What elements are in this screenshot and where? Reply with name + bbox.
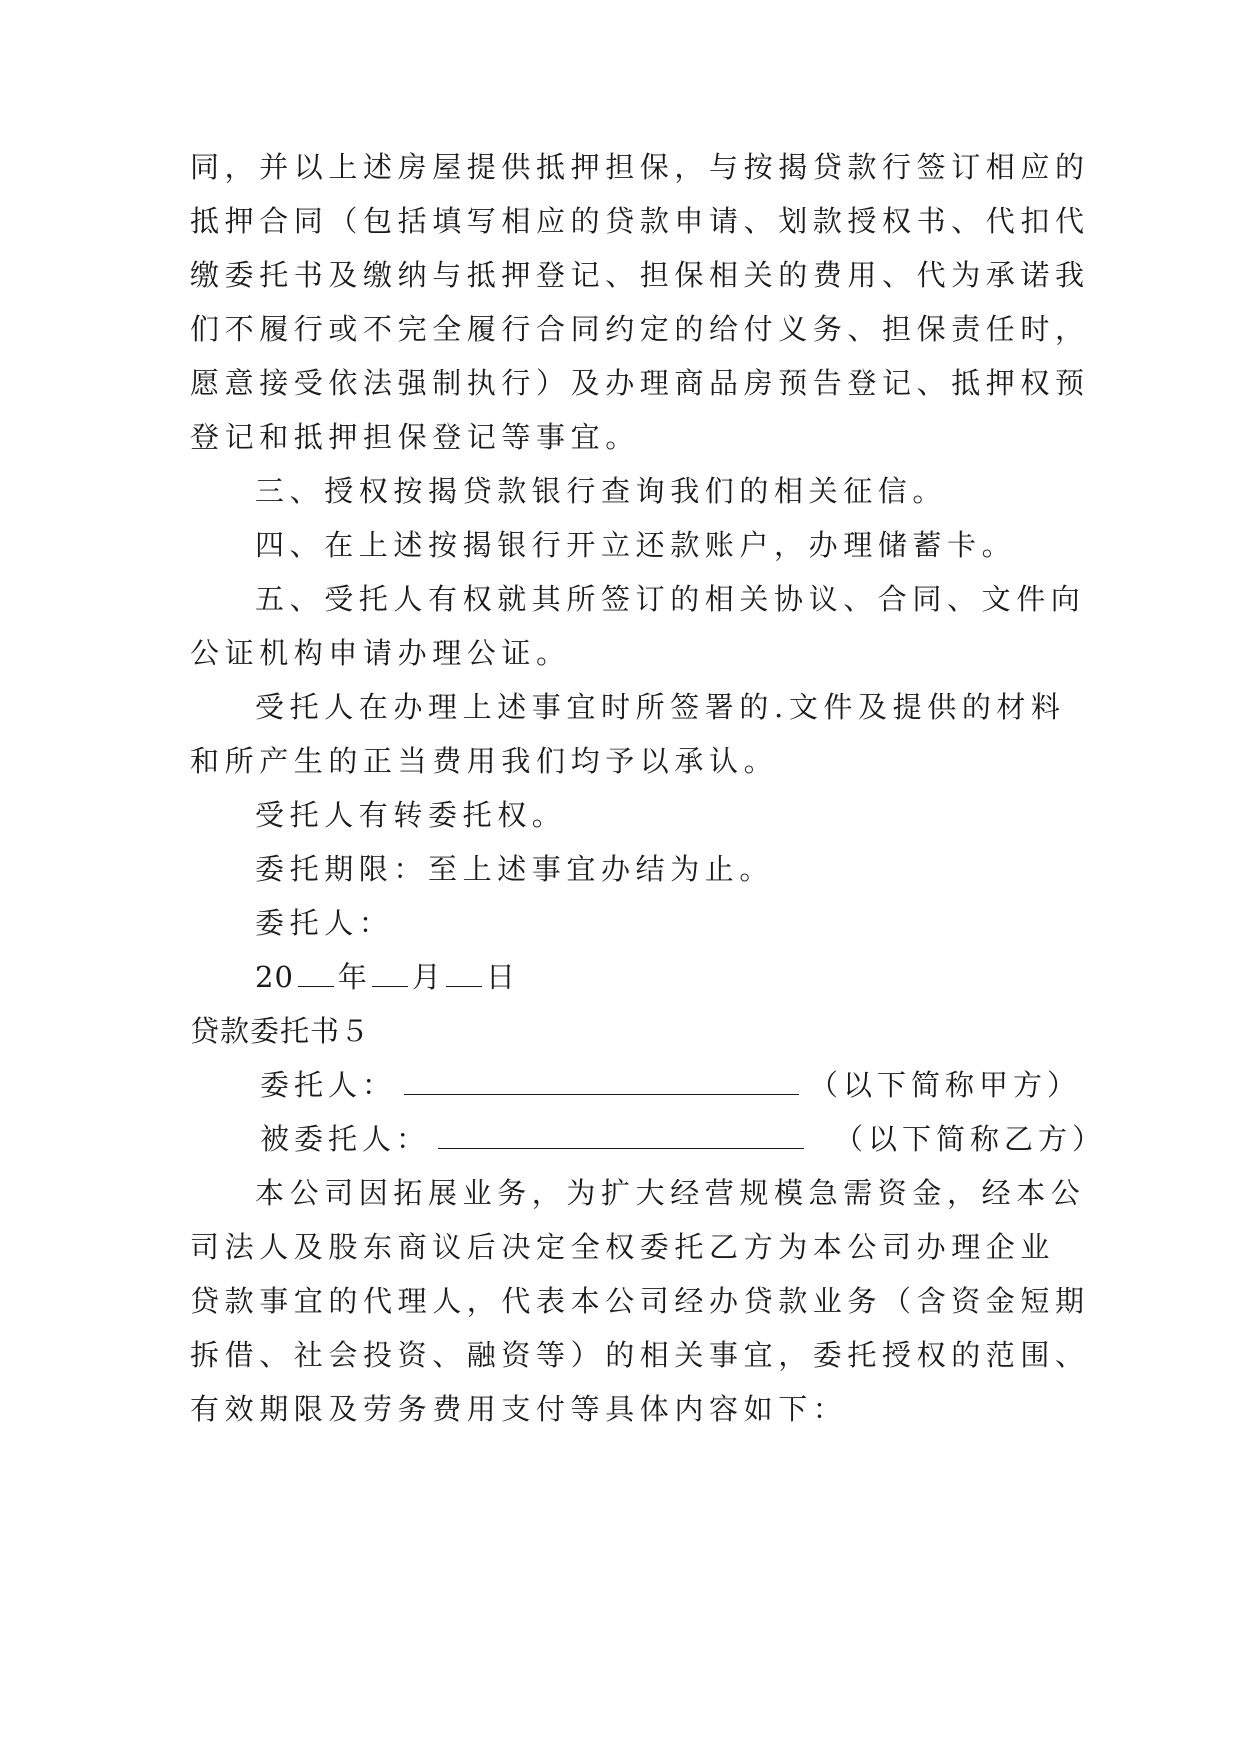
principal-blank	[404, 1064, 799, 1095]
principal-line	[0, 1061, 1241, 1109]
month-blank	[372, 956, 408, 987]
agent-line	[0, 1115, 1241, 1163]
paragraph-line: 拆借、社会投资、融资等）的相关事宜，委托授权的范围、	[190, 1338, 1090, 1372]
paragraph-line: 司法人及股东商议后决定全权委托乙方为本公司办理企业	[190, 1230, 1056, 1264]
date-line	[0, 953, 1241, 1001]
day-label: 日	[485, 960, 516, 994]
paragraph-line: 登记和抵押担保登记等事宜。	[190, 420, 640, 454]
paragraph-line: 本公司因拓展业务，为扩大经营规模急需资金，经本公	[255, 1176, 1086, 1210]
paragraph-line: 同，并以上述房屋提供抵押担保，与按揭贷款行签订相应的	[190, 150, 1090, 184]
paragraph-line: 委托期限：至上述事宜办结为止。	[255, 852, 775, 886]
month-label: 月	[411, 960, 442, 994]
year-label: 年	[337, 960, 368, 994]
paragraph-line: 四、在上述按揭银行开立还款账户，办理储蓄卡。	[255, 528, 1017, 562]
day-blank	[446, 956, 482, 987]
agent-suffix: （以下简称乙方）	[834, 1122, 1107, 1156]
paragraph-line: 贷款事宜的代理人，代表本公司经办贷款业务（含资金短期	[190, 1284, 1090, 1318]
paragraph-line: 委托人：	[255, 906, 394, 940]
section-heading: 贷款委托书５	[190, 1014, 371, 1048]
paragraph-line: 缴委托书及缴纳与抵押登记、担保相关的费用、代为承诺我	[190, 258, 1090, 292]
paragraph-line: 和所产生的正当费用我们均予以承认。	[190, 744, 779, 778]
date-prefix: 20	[255, 960, 294, 994]
paragraph-line: 有效期限及劳务费用支付等具体内容如下：	[190, 1392, 848, 1426]
principal-label: 委托人：	[260, 1068, 397, 1102]
agent-blank	[438, 1118, 804, 1149]
paragraph-line: 受托人在办理上述事宜时所签署的.文件及提供的材料	[255, 690, 1066, 724]
paragraph-line: 三、授权按揭贷款银行查询我们的相关征信。	[255, 474, 948, 508]
paragraph-line: 公证机构申请办理公证。	[190, 636, 571, 670]
paragraph-line: 受托人有转委托权。	[255, 798, 567, 832]
agent-label: 被委托人：	[260, 1122, 431, 1156]
paragraph-line: 们不履行或不完全履行合同约定的给付义务、担保责任时，	[190, 312, 1090, 346]
paragraph-line: 抵押合同（包括填写相应的贷款申请、划款授权书、代扣代	[190, 204, 1090, 238]
paragraph-line: 五、受托人有权就其所签订的相关协议、合同、文件向	[255, 582, 1086, 616]
paragraph-line: 愿意接受依法强制执行）及办理商品房预告登记、抵押权预	[190, 366, 1090, 400]
principal-suffix: （以下简称甲方）	[809, 1068, 1082, 1102]
year-blank	[298, 956, 334, 987]
